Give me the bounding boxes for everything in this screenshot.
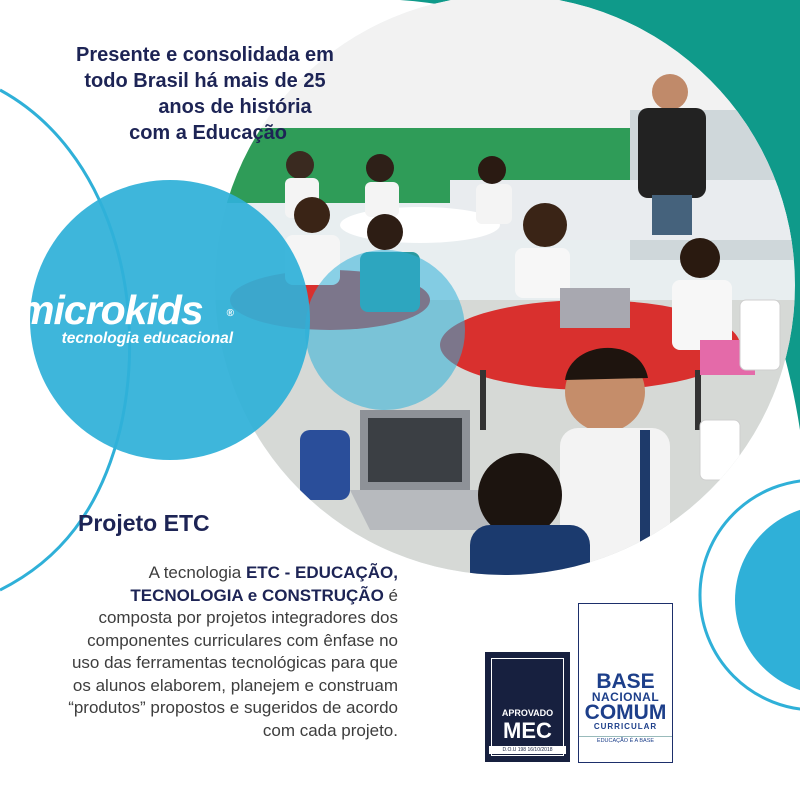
right-blue-circle [735, 505, 800, 695]
mec-name: MEC [503, 718, 552, 743]
bncc-cubes-space [579, 604, 672, 672]
headline [40, 42, 370, 146]
headline-line-2: todo Brasil há mais de 25 [84, 70, 326, 92]
description-continuation: é composta por projetos integradores dos componentes curriculares com ênfase no uso das ferramentas tecnológicas para que os alunos elaborem, planejem e construam “produtos” propostos e sugeridos de acordo com cada projeto. [68, 585, 398, 740]
headline-line-3: anos de história [158, 96, 312, 118]
description-intro: A tecnologia [148, 563, 246, 582]
bncc-line-5: EDUCAÇÃO É A BASE [579, 736, 672, 745]
logo-name [18, 287, 233, 333]
description-bold-1: ETC - EDUCAÇÃO, [245, 563, 398, 582]
mec-dou: D.O.U 198 16/10/2018 [489, 746, 566, 754]
mec-seal [485, 652, 570, 762]
logo-wordmark: microkids [18, 287, 203, 333]
bncc-line-1: BASE [596, 670, 655, 693]
bncc-line-2: NACIONAL [591, 690, 660, 704]
blue-mid-circle [305, 250, 465, 410]
bncc-line-4: CURRICULAR [593, 722, 658, 731]
logo-tagline: tecnologia educacional [61, 330, 233, 347]
project-description [60, 562, 398, 742]
bncc-seal [578, 603, 673, 763]
headline-line-1: Presente e consolidada em [76, 44, 334, 66]
registered-mark: ® [226, 308, 233, 319]
mec-approved: APROVADO [501, 708, 554, 718]
headline-line-4: com a Educação [129, 122, 287, 144]
bncc-line-3: COMUM [584, 701, 667, 724]
description-bold-2: TECNOLOGIA e CONSTRUÇÃO [130, 585, 384, 605]
project-title: Projeto ETC [78, 510, 210, 536]
microkids-logo [18, 287, 233, 348]
